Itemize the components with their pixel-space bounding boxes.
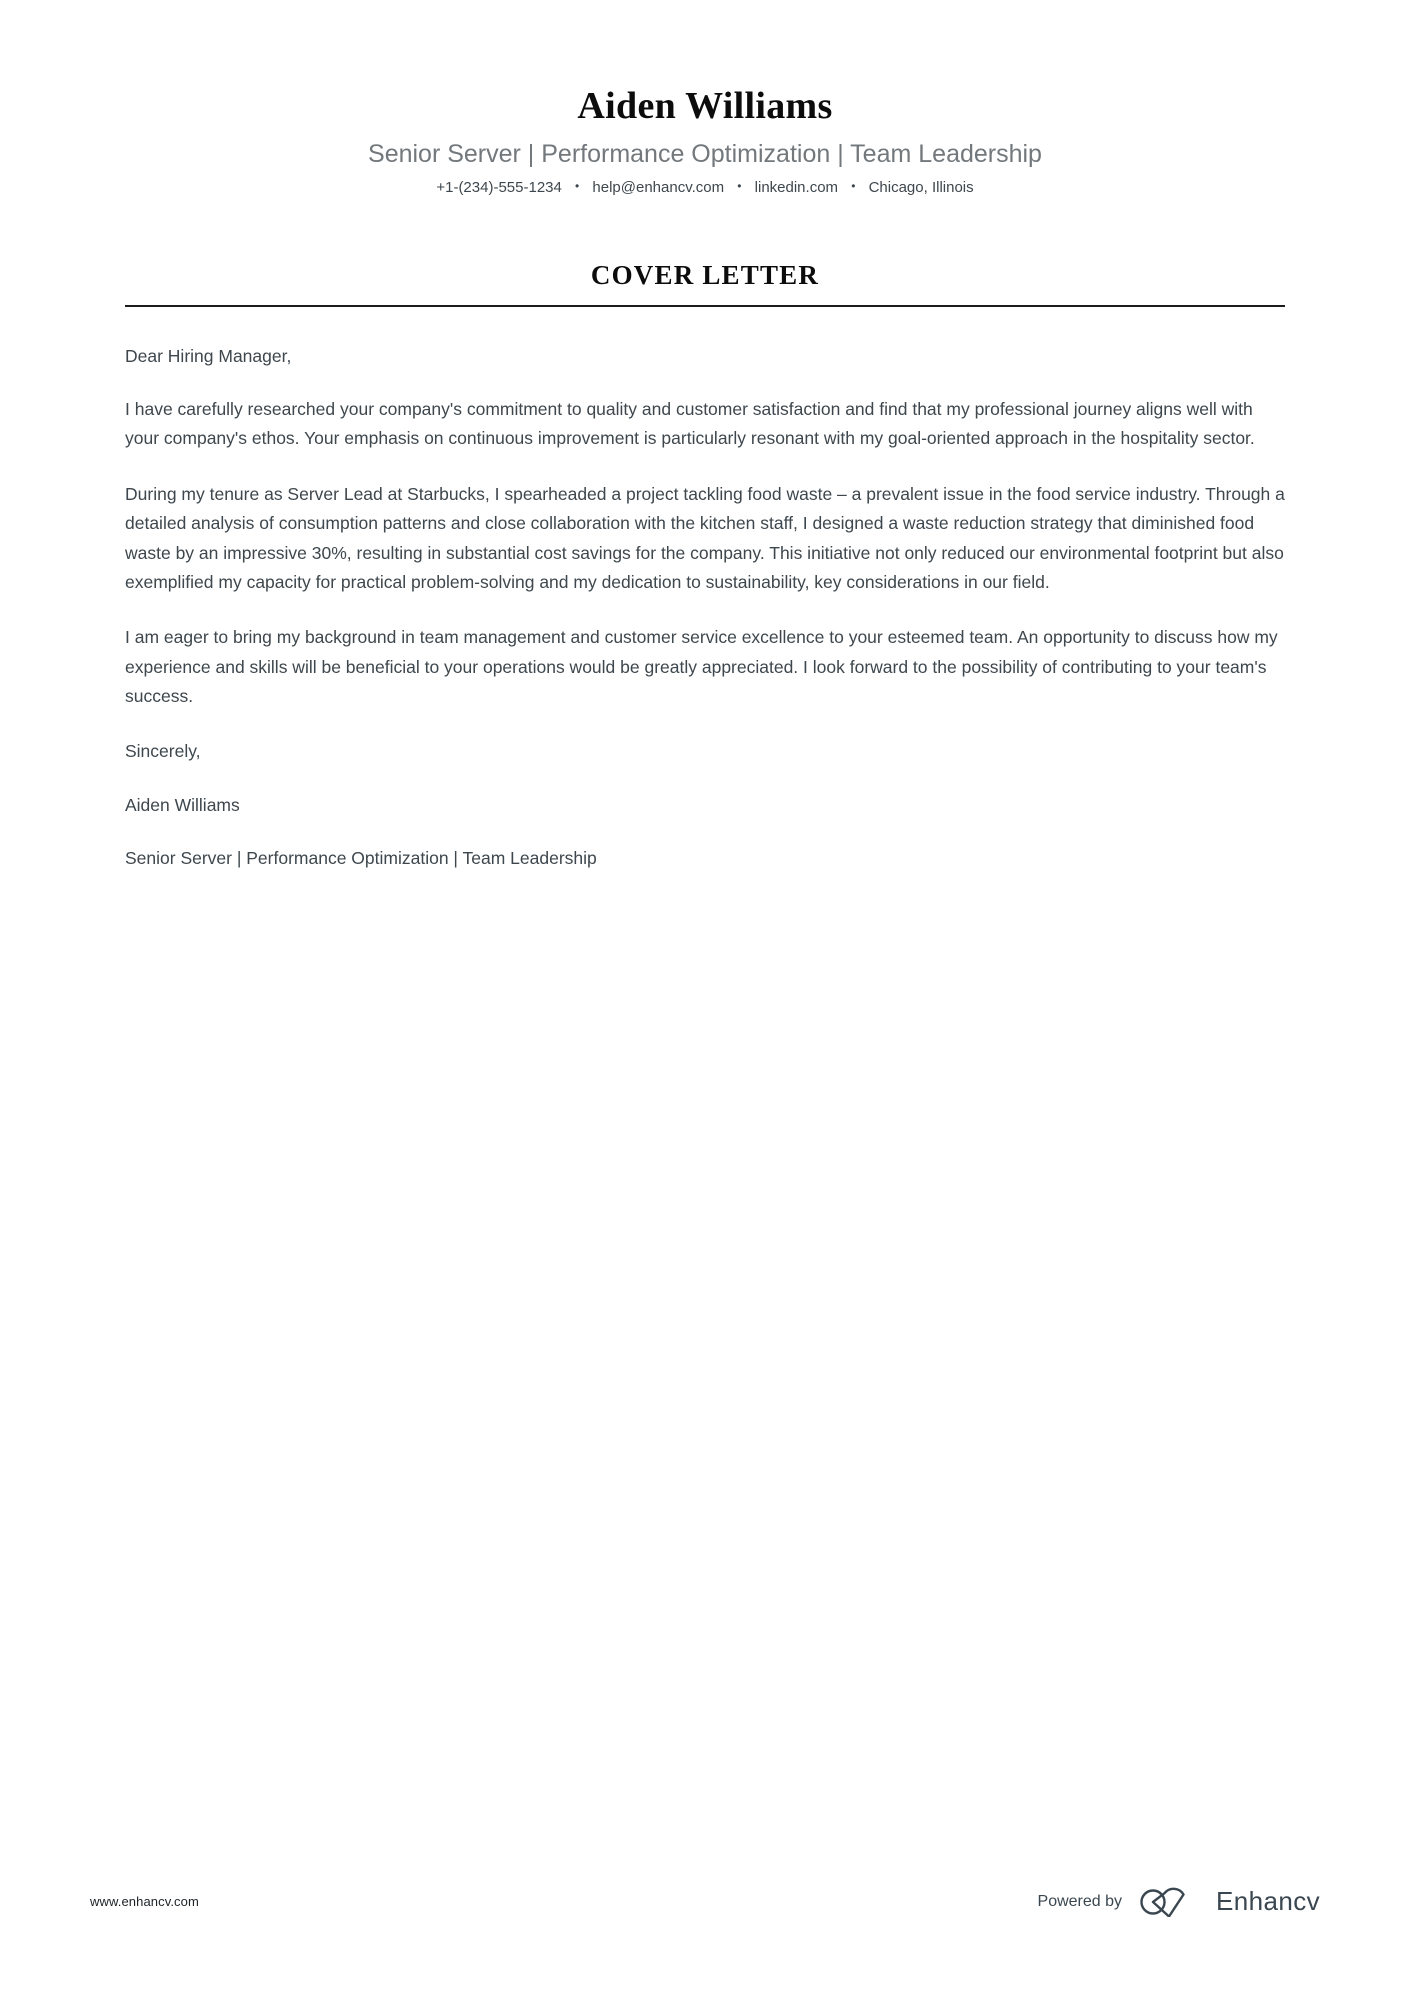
letter-paragraph-3: I am eager to bring my background in team management and customer service excellence to your esteemed team. An opportunity to discuss how my experience and skills will be beneficial to your operations would be greatly appreciated. I look forward to the possibility of contributing to your team's success. xyxy=(125,627,1278,707)
contact-separator-1: • xyxy=(575,179,580,194)
footer-website-url[interactable]: www.enhancv.com xyxy=(90,1894,199,1909)
letter-salutation: Dear Hiring Manager, xyxy=(125,345,292,366)
letter-body xyxy=(0,342,1410,874)
contact-line xyxy=(0,178,1410,198)
signature-name: Aiden Williams xyxy=(125,794,240,815)
letter-closing: Sincerely, xyxy=(125,741,201,762)
section-title: COVER LETTER xyxy=(590,259,820,290)
candidate-headline: Senior Server | Performance Optimization | Team Leadership xyxy=(368,139,1042,168)
letter-paragraph-2: During my tenure as Server Lead at Starbucks, I spearheaded a project tackling food waste – a prevalent issue in the food service industry. Through a detailed analysis of consumption patterns and close collaboration with the kitchen staff, I designed a waste reduction strategy that diminished food waste by an impressive 30%, resulting in substantial cost savings for the company. This initiative not only reduced our environmental footprint but also exemplified my capacity for practical problem-solving and my dedication to sustainability, key considerations in our field. xyxy=(125,483,1285,592)
signature-title: Senior Server | Performance Optimization | Team Leadership xyxy=(125,848,597,869)
brand-name: Enhancv xyxy=(1216,1886,1320,1916)
contact-email[interactable]: help@enhancv.com xyxy=(592,179,725,197)
candidate-name: Aiden Williams xyxy=(577,85,833,127)
cover-letter-section-header xyxy=(0,260,1410,307)
document-footer xyxy=(0,1886,1410,1917)
section-divider xyxy=(125,305,1285,307)
footer-brand xyxy=(1038,1886,1320,1917)
contact-location: Chicago, Illinois xyxy=(868,179,974,197)
enhancv-infinity-logo-icon xyxy=(1138,1887,1200,1917)
contact-separator-3: • xyxy=(851,179,856,194)
contact-phone: +1-(234)-555-1234 xyxy=(436,179,562,197)
letter-paragraph-1: I have carefully researched your company's commitment to quality and customer satisfaction and find that my professional journey aligns well with your company's ethos. Your emphasis on continuous improvement is particularly resonant with my goal-oriented approach in the hospitality sector. xyxy=(125,398,1255,449)
contact-separator-2: • xyxy=(737,179,742,194)
contact-linkedin[interactable]: linkedin.com xyxy=(754,179,839,197)
document-header xyxy=(0,0,1410,198)
powered-by-label: Powered by xyxy=(1037,1892,1123,1910)
